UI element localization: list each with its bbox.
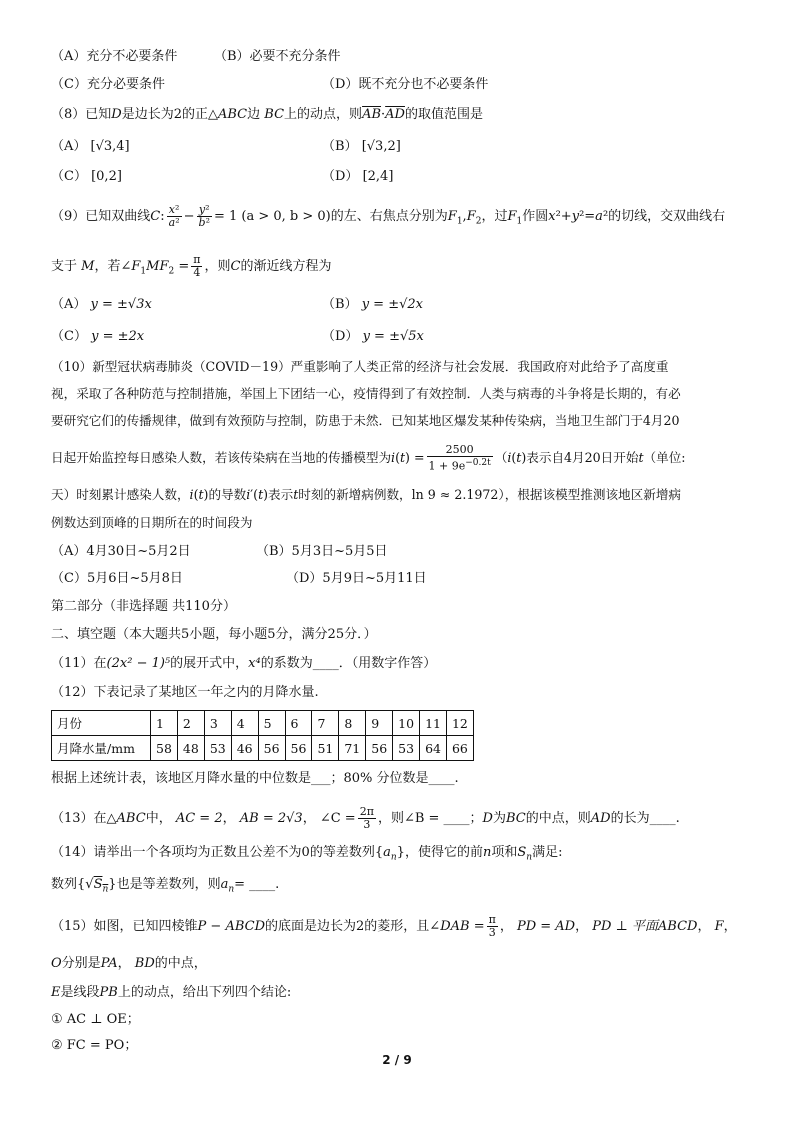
- table-cell: 8: [339, 711, 366, 736]
- q9-option-d: （D） y = ±√5x: [322, 329, 424, 344]
- q7-option-a: （A）充分不必要条件: [51, 49, 178, 64]
- table-cell: 56: [366, 736, 393, 761]
- page-number: 2 / 9: [382, 1053, 412, 1067]
- table-cell: 5: [258, 711, 285, 736]
- table-cell: 12: [446, 711, 473, 736]
- table-row: [52, 711, 474, 736]
- table-row: [52, 736, 474, 761]
- q7-option-b: （B）必要不充分条件: [214, 49, 341, 64]
- q9-stem-line1: （9）已知双曲线C: $\frac{\text{x²}}{\text{a²}}$ − $\frac{\text{y²}}{\text{b²}}$ = 1 (a > 0, b > 0)的左、右焦点分别为$F_1,F_2$，过$F_1$作圆x²+y²=a²的切线，交双曲线右: [51, 203, 726, 229]
- q10-line5: 天）时刻累计感染人数，i(t)的导数i′(t)表示t时刻的新增病例数，ln 9 ≈ 2.1972），根据该模型推测该地区新增病: [51, 487, 682, 502]
- q14-line1: （14）请举出一个各项均为正数且公差不为0的等差数列$\{a_n\}$，使得它的前n项和$S_n$满足:: [51, 845, 563, 863]
- table-cell: 10: [393, 711, 420, 736]
- table-header-rainfall: 月降水量/mm: [52, 736, 151, 761]
- part2-title: 第二部分（非选择题 共110分）: [51, 599, 236, 614]
- q7-option-c: （C）充分必要条件: [51, 77, 165, 92]
- table-cell: 64: [420, 736, 447, 761]
- q15-line3: E是线段PB上的动点，给出下列四个结论:: [51, 985, 292, 1000]
- q9-option-b: （B） y = ±√2x: [322, 297, 423, 312]
- table-cell: 1: [151, 711, 178, 736]
- q15-conclusion-2: ② FC = PO；: [51, 1038, 138, 1053]
- table-cell: 7: [312, 711, 339, 736]
- q8-option-c: （C） [0,2]: [51, 169, 122, 184]
- q7-option-d: （D）既不充分也不必要条件: [322, 77, 489, 92]
- section-fill-in-title: 二、填空题（本大题共5小题，每小题5分，满分25分．）: [51, 627, 377, 642]
- q8-stem: （8）已知D是边长为2的正△ABC边 BC上的动点，则$\overline{AB}\cdot\overline{AD}$的取值范围是: [51, 107, 483, 122]
- q10-option-a: （A）4月30日~5月2日: [51, 544, 191, 559]
- table-cell: 11: [420, 711, 447, 736]
- table-cell: 2: [177, 711, 204, 736]
- q10-line2: 视，采取了各种防范与控制措施，举国上下团结一心，疫情得到了有效控制．人类与病毒的斗争将是长期的，有必: [51, 386, 681, 401]
- q10-option-c: （C）5月6日~5月8日: [51, 571, 183, 586]
- q11-stem: （11）在(2x² − 1)⁵的展开式中，x⁴的系数为____．（用数字作答）: [51, 656, 437, 671]
- q10-option-d: （D）5月9日~5月11日: [286, 571, 427, 586]
- q15-line1: （15）如图，已知四棱锥P − ABCD的底面是边长为2的菱形，且∠DAB = $\frac{\pi}{3}$ ， PD = AD， PD ⊥ 平面ABCD， F，: [51, 913, 737, 939]
- q8-option-d: （D） [2,4]: [322, 169, 394, 184]
- table-cell: 9: [366, 711, 393, 736]
- q10-option-b: （B）5月3日~5月5日: [256, 544, 388, 559]
- table-cell: 71: [339, 736, 366, 761]
- rainfall-table: [51, 710, 474, 761]
- table-cell: 56: [258, 736, 285, 761]
- q10-line3: 要研究它们的传播规律，做到有效预防与控制，防患于未然．已知某地区爆发某种传染病，当地卫生部门于4月20: [51, 413, 680, 428]
- q10-line4: 日起开始监控每日感染人数，若该传染病在当地的传播模型为i(t) = $\frac{2500}{1 + 9e^{-0.2t}}$ （i(t)表示自4月20日开始t（单位:: [51, 443, 686, 473]
- table-cell: 51: [312, 736, 339, 761]
- q12-intro: （12）下表记录了某地区一年之内的月降水量.: [51, 685, 319, 700]
- q9-option-a: （A） y = ±√3x: [51, 297, 152, 312]
- q15-line2: O分别是PA， BD的中点，: [51, 956, 207, 971]
- q10-line6: 例数达到顶峰的日期所在的时间段为: [51, 515, 253, 530]
- q14-line2: 数列$\{√S_n\}$也是等差数列，则$a_n=$ ____.: [51, 877, 280, 895]
- q15-conclusion-1: ① AC ⊥ OE；: [51, 1012, 140, 1027]
- table-header-month: 月份: [52, 711, 151, 736]
- q13-stem: （13）在△ABC中， AC = 2， AB = 2√3， ∠C = $\frac{2\pi}{3}$ ，则∠B = ____；D为BC的中点，则AD的长为____.: [51, 805, 680, 831]
- q10-line1: （10）新型冠状病毒肺炎（COVID－19）严重影响了人类正常的经济与社会发展．我国政府对此给予了高度重: [51, 359, 669, 374]
- q12-question: 根据上述统计表，该地区月降水量的中位数是___；80% 分位数是____.: [51, 771, 459, 786]
- table-cell: 66: [446, 736, 473, 761]
- table-cell: 48: [177, 736, 204, 761]
- table-cell: 56: [285, 736, 312, 761]
- q9-stem-line2: 支于 M，若$\angle F_1MF_2$ = $\frac{\pi}{4}$ ，则C的渐近线方程为: [51, 253, 332, 279]
- table-cell: 46: [231, 736, 258, 761]
- table-cell: 58: [151, 736, 178, 761]
- table-cell: 4: [231, 711, 258, 736]
- q8-option-b: （B） [√3,2]: [322, 139, 401, 154]
- table-cell: 53: [204, 736, 231, 761]
- q9-option-c: （C） y = ±2x: [51, 329, 145, 344]
- table-cell: 53: [393, 736, 420, 761]
- q8-option-a: （A） [√3,4]: [51, 139, 130, 154]
- table-cell: 6: [285, 711, 312, 736]
- table-cell: 3: [204, 711, 231, 736]
